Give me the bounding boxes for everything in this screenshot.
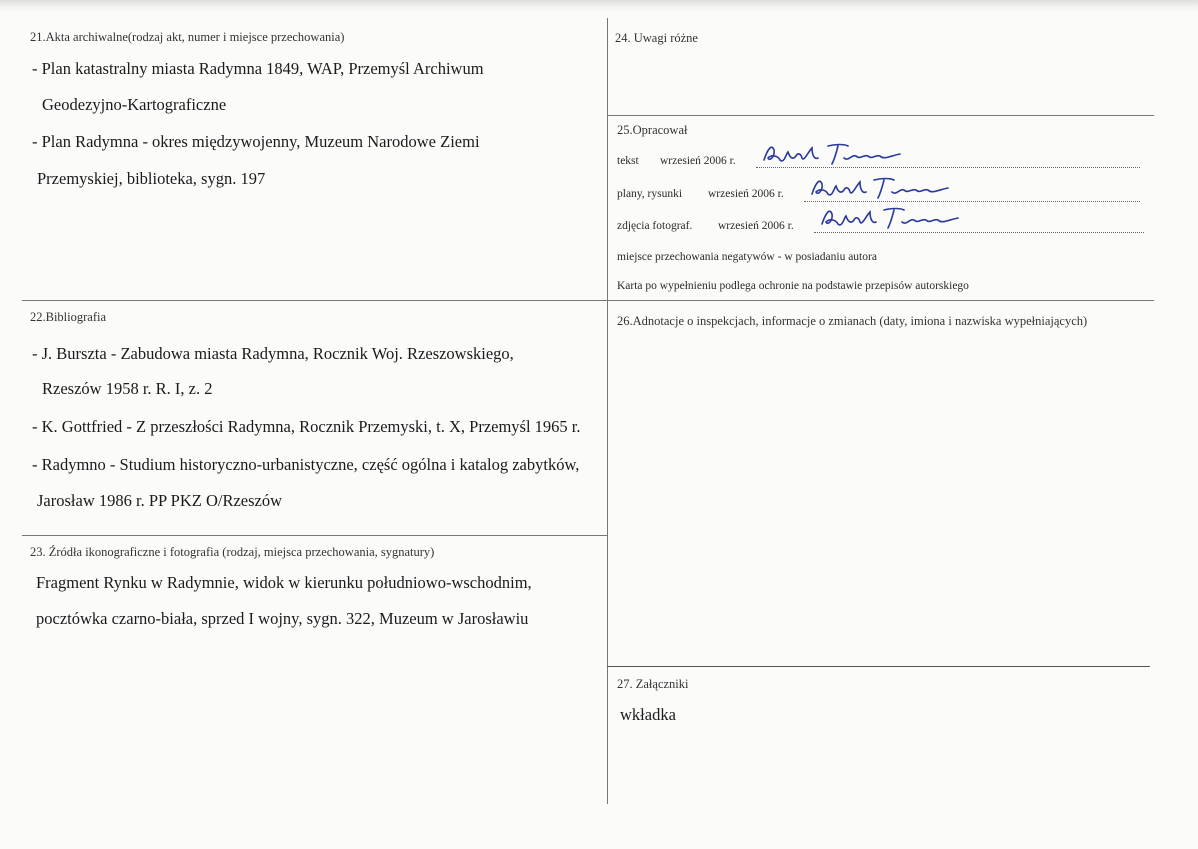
divider-22-23 (22, 535, 607, 536)
author-row-text-label: tekst (617, 155, 639, 167)
section-23-line: pocztówka czarno-biała, sprzed I wojny, sygn. 322, Muzeum w Jarosławiu (36, 609, 529, 628)
section-21-heading: 21.Akta archiwalne(rodzaj akt, numer i miejsce przechowania) (30, 30, 345, 44)
section-23-heading: 23. Źródła ikonograficzne i fotografia (rodzaj, miejsca przechowania, sygnatury) (30, 545, 435, 559)
author-signature (760, 140, 910, 170)
section-22-line: Jarosław 1986 r. PP PKZ O/Rzeszów (37, 491, 283, 510)
author-signature (818, 204, 968, 234)
section-21-line: - Plan katastralny miasta Radymna 1849, WAP, Przemyśl Archiwum (32, 59, 484, 78)
author-row-plans-date: wrzesień 2006 r. (708, 188, 784, 200)
section-25-heading: 25.Opracował (617, 123, 688, 137)
section-21-line: - Plan Radymna - okres międzywojenny, Muzeum Narodowe Ziemi (32, 132, 480, 151)
section-27-content: wkładka (620, 705, 676, 724)
section-22-line: - Radymno - Studium historyczno-urbanistyczne, część ogólna i katalog zabytków, (32, 455, 580, 474)
section-27-heading: 27. Załączniki (617, 677, 689, 691)
section-22-line: - J. Burszta - Zabudowa miasta Radymna, Rocznik Woj. Rzeszowskiego, (32, 344, 514, 363)
divider-26-27 (607, 666, 1150, 667)
section-26-heading: 26.Adnotacje o inspekcjach, informacje o zmianach (daty, imiona i nazwiska wypełniających) (617, 314, 1088, 328)
section-21-line: Geodezyjno-Kartograficzne (42, 95, 227, 114)
divider-24-25 (607, 115, 1154, 116)
section-23-line: Fragment Rynku w Radymnie, widok w kierunku południowo-wschodnim, (36, 573, 532, 592)
divider-21-22 (22, 300, 1154, 301)
column-divider (607, 18, 608, 804)
section-22-line: Rzeszów 1958 r. R. I, z. 2 (42, 379, 213, 398)
author-row-text-date: wrzesień 2006 r. (660, 155, 736, 167)
author-row-photos-date: wrzesień 2006 r. (718, 220, 794, 232)
section-22-heading: 22.Bibliografia (30, 310, 107, 324)
author-signature (808, 174, 958, 204)
section-24-heading: 24. Uwagi różne (615, 31, 698, 45)
section-21-line: Przemyskiej, biblioteka, sygn. 197 (37, 169, 266, 188)
author-row-plans-label: plany, rysunki (617, 188, 683, 200)
negatives-location: miejsce przechowania negatywów - w posiadaniu autora (617, 251, 877, 263)
scan-top-edge (0, 0, 1198, 12)
copyright-notice: Karta po wypełnieniu podlega ochronie na podstawie przepisów autorskiego (617, 280, 969, 292)
author-row-photos-label: zdjęcia fotograf. (617, 220, 693, 232)
section-22-line: - K. Gottfried - Z przeszłości Radymna, Rocznik Przemyski, t. X, Przemyśl 1965 r. (32, 417, 581, 436)
